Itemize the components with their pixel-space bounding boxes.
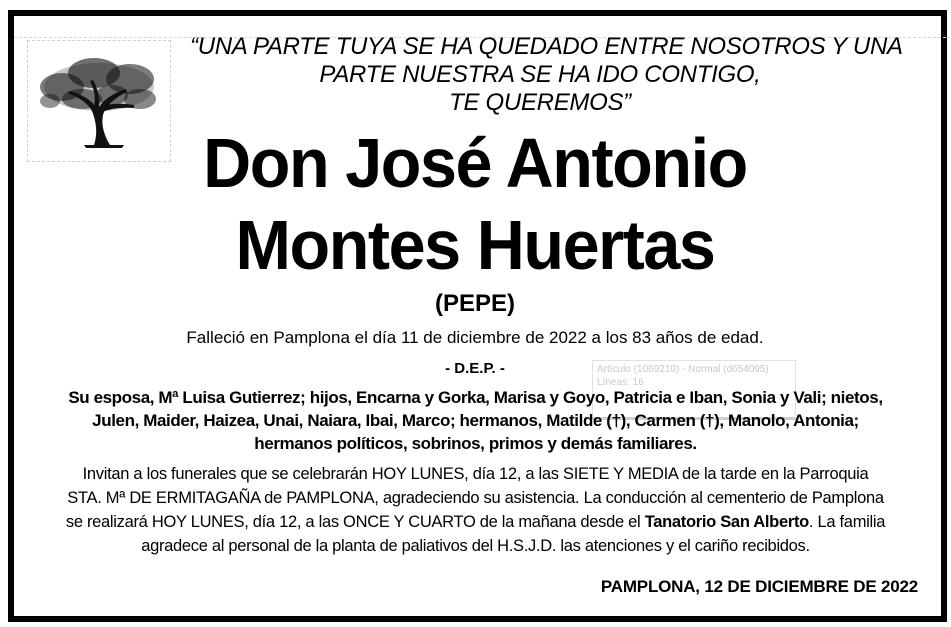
place-date: PAMPLONA, 12 DE DICIEMBRE DE 2022 [600,577,918,596]
watermark-line-2: Líneas: 16 [597,377,644,388]
name-line-1: Don José Antonio [203,124,747,202]
quote-line-2: PARTE NUESTRA SE HA IDO CONTIGO, [319,61,761,88]
tree-image-box [27,40,171,162]
family-list [22,386,929,455]
funeral-line-2: STA. Mª DE ERMITAGAÑA de PAMPLONA, agradeciendo su asistencia. La conducción al cementerio de Pamplona [67,489,884,507]
funeral-line-1: Invitan a los funerales que se celebrarán HOY LUNES, día 12, a las SIETE Y MEDIA de la tarde en la Parroquia [82,465,869,483]
epitaph-quote [190,33,903,117]
funeral-line-3 [22,510,929,534]
funeral-announcement [22,462,929,558]
deceased-name [185,122,765,286]
nickname: (PEPE) [434,290,515,317]
tree-icon [32,47,166,155]
watermark-line-1: Artículo (1069210) - Normal (d654095) [597,364,769,375]
family-line-3: hermanos políticos, sobrinos, primos y demás familiares. [254,434,697,453]
family-line-1: Su esposa, Mª Luisa Gutierrez; hijos, Encarna y Gorka, Marisa y Goyo, Patricia e Iban, Sonia y Vali; nietos, [68,388,883,407]
name-line-2: Montes Huertas [235,206,715,284]
funeral-home-name: Tanatorio San Alberto [644,513,809,531]
dep-label: - D.E.P. - [445,360,505,377]
quote-line-3: TE QUEREMOS” [449,89,631,116]
death-notice: Falleció en Pamplona el día 11 de diciembre de 2022 a los 83 años de edad. [186,328,764,347]
funeral-line-3-text: se realizará HOY LUNES, día 12, a las ONCE Y CUARTO de la mañana desde el [65,513,645,531]
funeral-line-4: agradece al personal de la planta de paliativos del H.S.J.D. las atenciones y el cariño recibidos. [141,537,810,555]
family-line-2: Julen, Maider, Haizea, Unai, Naiara, Ibai, Marco; hermanos, Matilde (†), Carmen (†), Manolo, Antonia; [92,411,859,430]
funeral-line-3-end: . La familia [808,513,886,531]
quote-line-1: “UNA PARTE TUYA SE HA QUEDADO ENTRE NOSOTROS Y UNA [190,33,903,60]
